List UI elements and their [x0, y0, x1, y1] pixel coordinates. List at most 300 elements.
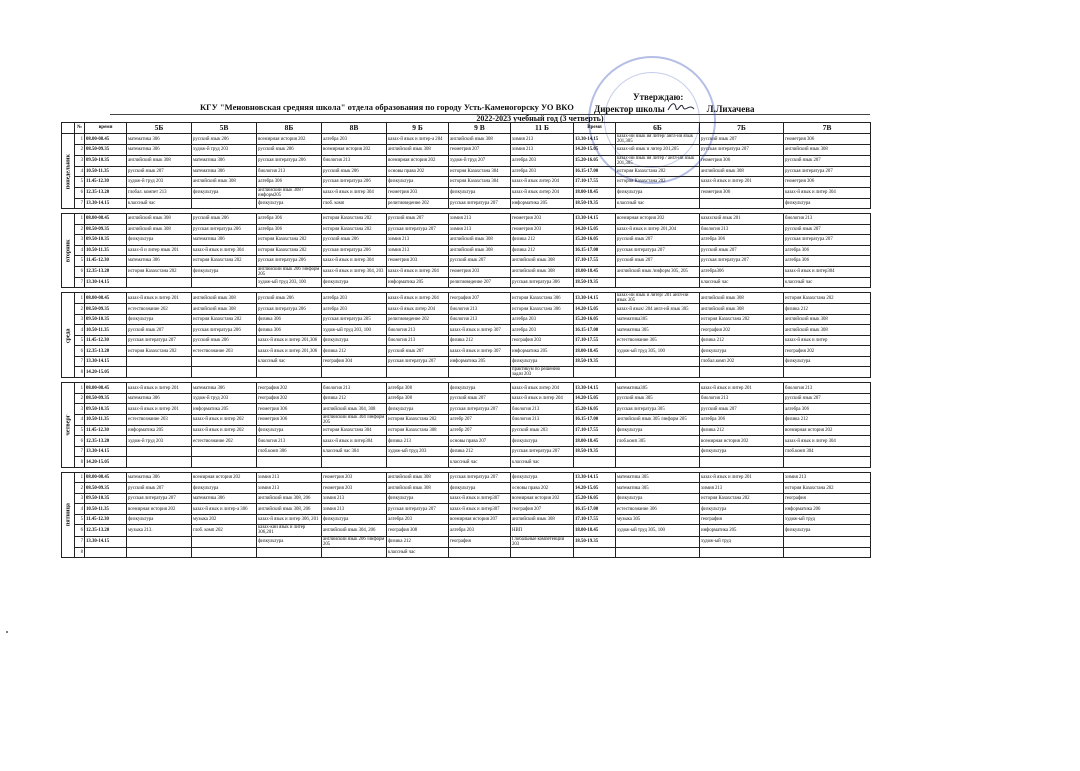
- lesson-cell: биология 213: [449, 314, 511, 325]
- lesson-cell: всемирная история 202: [192, 472, 257, 483]
- lesson-cell: алгебра 306: [784, 245, 871, 256]
- lesson-cell: биология 213: [387, 325, 449, 336]
- lesson-cell: основы права 202: [511, 483, 574, 494]
- lesson-time: 13.30-14.15: [85, 446, 127, 457]
- table-row: [62, 425, 871, 436]
- lesson-cell: всемирная история 202: [616, 214, 700, 225]
- lesson-number: 3: [75, 155, 85, 166]
- lesson-cell: [127, 547, 192, 558]
- lesson-time-second-shift: 18.00-18.45: [574, 266, 616, 277]
- lesson-cell: [700, 457, 784, 468]
- lesson-cell: английский язык 308: [700, 293, 784, 304]
- lesson-cell: [192, 367, 257, 378]
- lesson-cell: английский язык 308: [127, 155, 192, 166]
- lesson-cell: [127, 277, 192, 288]
- lesson-cell: русский язык 305: [616, 393, 700, 404]
- lesson-time-second-shift: 17.10-17.55: [574, 335, 616, 346]
- lesson-time: 13.30-14.15: [85, 277, 127, 288]
- lesson-cell: всемирная история 202: [700, 436, 784, 447]
- lesson-cell: русский язык 203: [511, 425, 574, 436]
- lesson-time-second-shift: 18.50-19.35: [574, 356, 616, 367]
- lesson-cell: английский язык 308: [387, 472, 449, 483]
- lesson-cell: русская литература 206: [257, 304, 322, 315]
- lesson-number: 7: [75, 446, 85, 457]
- lesson-cell: английский язык 308: [387, 145, 449, 156]
- lesson-time: 11.45-12.30: [85, 256, 127, 267]
- lesson-time-second-shift: 13.30-14.15: [574, 293, 616, 304]
- lesson-cell: алгебра 203: [511, 166, 574, 177]
- column-header: 5Б: [127, 123, 192, 134]
- lesson-cell: [784, 457, 871, 468]
- table-row: [62, 414, 871, 425]
- lesson-cell: [257, 367, 322, 378]
- column-header: №: [75, 123, 85, 134]
- table-row: [62, 177, 871, 188]
- lesson-cell: казах-й язык и литер: [784, 335, 871, 346]
- lesson-cell: всемирная история 202: [127, 504, 192, 515]
- lesson-number: 2: [75, 483, 85, 494]
- lesson-cell: худож-й труд 203: [127, 177, 192, 188]
- lesson-time-second-shift: 13.30-14.15: [574, 383, 616, 394]
- lesson-cell: физика 212: [322, 346, 387, 357]
- lesson-cell: физкультура: [449, 187, 511, 198]
- lesson-time: 08.50-09.35: [85, 224, 127, 235]
- school-title: КГУ "Меновновская средняя школа" отдела образования по городу Усть-Каменогорску УО ВКО: [200, 102, 574, 112]
- lesson-cell: химия 213: [322, 493, 387, 504]
- lesson-cell: химия 213: [511, 134, 574, 145]
- lesson-cell: [387, 367, 449, 378]
- lesson-cell: казах-й язык и литер 201: [700, 472, 784, 483]
- lesson-cell: русский язык 207: [784, 393, 871, 404]
- lesson-time: 13.30-14.15: [85, 536, 127, 547]
- lesson-cell: история Казахстана 304: [449, 166, 511, 177]
- lesson-cell: математика 306: [192, 235, 257, 246]
- lesson-time: 08.00-08.45: [85, 134, 127, 145]
- lesson-cell: английский язык 308: [784, 145, 871, 156]
- lesson-cell: казах-й язык литер 204: [511, 383, 574, 394]
- lesson-time: 08.00-08.45: [85, 214, 127, 225]
- lesson-cell: русский язык 206: [322, 235, 387, 246]
- lesson-number: 3: [75, 404, 85, 415]
- lesson-cell: химия 213: [257, 472, 322, 483]
- table-row: [62, 547, 871, 558]
- lesson-cell: [700, 198, 784, 209]
- lesson-cell: казах-й язык литер 204: [387, 304, 449, 315]
- lesson-cell: география 304: [322, 356, 387, 367]
- lesson-cell: религиоведение 202: [387, 314, 449, 325]
- lesson-cell: русская литература 207: [511, 446, 574, 457]
- lesson-cell: физика 213: [387, 436, 449, 447]
- lesson-cell: физкультура: [511, 472, 574, 483]
- day-label: пятница: [62, 472, 75, 557]
- lesson-cell: история Казахстана 202: [616, 177, 700, 188]
- lesson-cell: русский язык 207: [387, 346, 449, 357]
- lesson-cell: химия 213: [449, 214, 511, 225]
- lesson-cell: английский язык 308: [387, 483, 449, 494]
- lesson-cell: география 202: [257, 393, 322, 404]
- lesson-cell: казах-й язык и литер 201,306: [257, 346, 322, 357]
- lesson-cell: география 207: [511, 504, 574, 515]
- lesson-cell: глобал. компет 213: [127, 187, 192, 198]
- lesson-cell: информатика 205: [511, 346, 574, 357]
- lesson-cell: алгебра 306: [784, 256, 871, 267]
- lesson-cell: физкультура: [511, 436, 574, 447]
- lesson-cell: классный час: [127, 198, 192, 209]
- lesson-cell: [192, 277, 257, 288]
- lesson-cell: математика 306: [127, 134, 192, 145]
- column-header: время: [85, 123, 127, 134]
- lesson-cell: алгебра 203: [511, 155, 574, 166]
- lesson-cell: геометрия 203: [387, 256, 449, 267]
- lesson-cell: русская литература 207: [449, 472, 511, 483]
- lesson-time: 10.50-11.35: [85, 325, 127, 336]
- lesson-cell: геометрия 203: [322, 483, 387, 494]
- table-row: [62, 356, 871, 367]
- table-row: [62, 536, 871, 547]
- lesson-cell: [322, 367, 387, 378]
- lesson-cell: казах-й язык и литер 202: [192, 414, 257, 425]
- lesson-cell: русский язык 207: [700, 134, 784, 145]
- lesson-cell: русская литература 206: [192, 224, 257, 235]
- lesson-cell: русский язык 207: [127, 325, 192, 336]
- lesson-cell: физика 306: [257, 325, 322, 336]
- lesson-cell: физкультура: [700, 504, 784, 515]
- lesson-cell: русская литература 207: [784, 166, 871, 177]
- lesson-cell: естествознание 306: [616, 504, 700, 515]
- lesson-cell: математика 306: [192, 155, 257, 166]
- lesson-cell: физкультура: [784, 198, 871, 209]
- lesson-cell: физика 212: [784, 304, 871, 315]
- lesson-cell: физкультура: [387, 404, 449, 415]
- lesson-cell: информатика 205: [449, 356, 511, 367]
- lesson-cell: алгебра 306: [257, 214, 322, 225]
- lesson-cell: русская литература 207: [127, 335, 192, 346]
- lesson-cell: информатика 205: [700, 525, 784, 536]
- lesson-cell: русская литература 207: [700, 256, 784, 267]
- lesson-time-second-shift: 18.00-18.45: [574, 187, 616, 198]
- lesson-cell: всемирная история 207: [449, 514, 511, 525]
- lesson-number: 7: [75, 356, 85, 367]
- lesson-cell: казах-й язык и литер-а 306: [192, 504, 257, 515]
- lesson-cell: казах-й язык и литер 201,306: [257, 335, 322, 346]
- lesson-cell: биология 213: [322, 383, 387, 394]
- lesson-cell: [192, 536, 257, 547]
- table-row: [62, 145, 871, 156]
- lesson-cell: история Казахстана 202: [322, 214, 387, 225]
- lesson-cell: физкультура: [322, 277, 387, 288]
- lesson-cell: русский язык 206: [257, 145, 322, 156]
- lesson-number: 6: [75, 346, 85, 357]
- lesson-cell: география 207: [449, 293, 511, 304]
- lesson-cell: алгебра 203: [322, 293, 387, 304]
- column-header: 11 Б: [511, 123, 574, 134]
- lesson-cell: физкультура: [700, 346, 784, 357]
- lesson-cell: казах-ий язык и литер/ 201 англ-ий язык 305: [616, 293, 700, 304]
- lesson-cell: история Казахстана 202: [616, 166, 700, 177]
- lesson-cell: история Казахстана 306: [511, 304, 574, 315]
- lesson-cell: русская литература 207: [449, 198, 511, 209]
- lesson-cell: глоб. комп 202: [192, 525, 257, 536]
- lesson-cell: английский язык /информ 305, 205: [616, 266, 700, 277]
- lesson-cell: русская литература 305: [616, 404, 700, 415]
- lesson-cell: [616, 367, 700, 378]
- lesson-number: 2: [75, 393, 85, 404]
- lesson-cell: казах-й язык и литер 202: [192, 425, 257, 436]
- lesson-cell: худож-й труд 207: [449, 155, 511, 166]
- column-header: 6Б: [616, 123, 700, 134]
- lesson-time: 10.50-11.35: [85, 166, 127, 177]
- table-row: [62, 383, 871, 394]
- lesson-number: 3: [75, 493, 85, 504]
- lesson-cell: казах-й и литер язык 201: [127, 245, 192, 256]
- lesson-number: 4: [75, 166, 85, 177]
- lesson-time: 13.30-14.15: [85, 198, 127, 209]
- lesson-cell: история Казахстана 202: [700, 314, 784, 325]
- lesson-cell: английский язык 308: [192, 177, 257, 188]
- lesson-cell: казах-й язык и литер 201,204: [616, 224, 700, 235]
- lesson-time-second-shift: 17.10-17.55: [574, 514, 616, 525]
- lesson-cell: физика 212: [700, 335, 784, 346]
- lesson-cell: геометрия 207: [449, 145, 511, 156]
- table-row: [62, 325, 871, 336]
- lesson-cell: физкультура: [127, 314, 192, 325]
- table-row: [62, 446, 871, 457]
- table-row: [62, 266, 871, 277]
- lesson-cell: математика305: [616, 314, 700, 325]
- lesson-time-second-shift: 18.00-18.45: [574, 525, 616, 536]
- lesson-cell: казах-й язык и литер 306, 201: [257, 514, 322, 525]
- lesson-cell: [127, 367, 192, 378]
- lesson-cell: [449, 367, 511, 378]
- lesson-cell: [192, 198, 257, 209]
- lesson-cell: русский язык 207: [449, 256, 511, 267]
- lesson-cell: [449, 547, 511, 558]
- table-row: [62, 245, 871, 256]
- lesson-cell: английский язык 308: [449, 134, 511, 145]
- lesson-cell: [700, 547, 784, 558]
- day-label: понедельник: [62, 134, 75, 209]
- lesson-cell: геометрия 306: [784, 177, 871, 188]
- lesson-number: 2: [75, 145, 85, 156]
- director-label: Директор школы: [594, 104, 665, 114]
- lesson-cell: русский язык 207: [616, 256, 700, 267]
- lesson-number: 1: [75, 214, 85, 225]
- approve-label: Утверждаю:: [633, 92, 684, 102]
- lesson-time-second-shift: 18.50-19.35: [574, 446, 616, 457]
- lesson-cell: английский язык 206 /информ 205: [257, 266, 322, 277]
- lesson-cell: физкультура: [257, 198, 322, 209]
- lesson-number: 5: [75, 425, 85, 436]
- lesson-cell: худож-ый труд 305, 100: [616, 346, 700, 357]
- lesson-number: 2: [75, 304, 85, 315]
- lesson-cell: география: [449, 536, 511, 547]
- lesson-time-second-shift: 17.10-17.55: [574, 256, 616, 267]
- lesson-cell: [322, 457, 387, 468]
- lesson-cell: русский язык 207: [127, 483, 192, 494]
- lesson-cell: география: [784, 493, 871, 504]
- lesson-cell: худож-ый труд: [700, 536, 784, 547]
- lesson-cell: физика 212: [511, 235, 574, 246]
- lesson-cell: естествознание 203: [127, 414, 192, 425]
- lesson-cell: биология 213: [322, 155, 387, 166]
- lesson-cell: физкультура: [387, 177, 449, 188]
- lesson-time-second-shift: 15.20-16.05: [574, 155, 616, 166]
- lesson-cell: классный час: [387, 547, 449, 558]
- lesson-cell: русская литература 207: [784, 235, 871, 246]
- lesson-time-second-shift: 13.30-14.15: [574, 472, 616, 483]
- table-row: [62, 404, 871, 415]
- lesson-cell: английский язык 308: [784, 314, 871, 325]
- lesson-time: 12.35-13.20: [85, 266, 127, 277]
- lesson-cell: алгебра 203: [322, 134, 387, 145]
- lesson-time-second-shift: 15.20-16.05: [574, 493, 616, 504]
- lesson-time-second-shift: 16.15-17.00: [574, 414, 616, 425]
- column-header: 7Б: [700, 123, 784, 134]
- lesson-cell: глоб.комп 306: [257, 446, 322, 457]
- table-row: [62, 155, 871, 166]
- lesson-cell: математика 306: [192, 166, 257, 177]
- lesson-cell: [257, 547, 322, 558]
- table-row: [62, 214, 871, 225]
- lesson-time: 09.50-10.35: [85, 404, 127, 415]
- lesson-cell: физкультура: [192, 483, 257, 494]
- lesson-cell: русский язык 206: [192, 134, 257, 145]
- lesson-cell: казах-й язык и литер 304: [784, 436, 871, 447]
- lesson-time-second-shift: 18.50-19.35: [574, 536, 616, 547]
- lesson-cell: физкультура: [387, 493, 449, 504]
- lesson-cell: история Казахстана 202: [322, 224, 387, 235]
- lesson-cell: биология 213: [511, 414, 574, 425]
- lesson-cell: геометрия 203: [322, 472, 387, 483]
- lesson-cell: основы права 207: [449, 436, 511, 447]
- lesson-time: 08.50-09.35: [85, 304, 127, 315]
- lesson-cell: религиоведение 202: [387, 198, 449, 209]
- lesson-time-second-shift: 18.50-19.35: [574, 277, 616, 288]
- lesson-time: 10.50-11.35: [85, 504, 127, 515]
- table-row: [62, 198, 871, 209]
- lesson-cell: английский язык 308: [511, 256, 574, 267]
- table-row: [62, 314, 871, 325]
- lesson-cell: химия 213: [257, 483, 322, 494]
- table-row: [62, 525, 871, 536]
- lesson-cell: английский язык 308: [192, 304, 257, 315]
- lesson-cell: биология 213: [511, 404, 574, 415]
- lesson-time-second-shift: [574, 457, 616, 468]
- lesson-number: 8: [75, 367, 85, 378]
- lesson-cell: казах-й язык и литер-а 204: [387, 134, 449, 145]
- lesson-cell: всемирная история 202: [257, 134, 322, 145]
- lesson-time: 11.45-12.30: [85, 514, 127, 525]
- lesson-cell: русский язык 207: [784, 224, 871, 235]
- lesson-time-second-shift: 16.15-17.00: [574, 325, 616, 336]
- lesson-cell: математика 305: [616, 483, 700, 494]
- lesson-cell: алгебра 306: [700, 235, 784, 246]
- lesson-time: 12.35-13.20: [85, 187, 127, 198]
- lesson-cell: музыка 213.: [127, 525, 192, 536]
- lesson-cell: казах-й язык/ 204 англ-ий язык 305: [616, 304, 700, 315]
- lesson-number: 1: [75, 383, 85, 394]
- lesson-cell: [616, 457, 700, 468]
- lesson-cell: физика 212: [511, 245, 574, 256]
- lesson-time: 08.50-09.35: [85, 393, 127, 404]
- lesson-cell: математика305: [616, 383, 700, 394]
- lesson-number: 7: [75, 198, 85, 209]
- lesson-cell: классный час: [511, 457, 574, 468]
- lesson-cell: английский язык 206 /информ 205: [322, 536, 387, 547]
- lesson-cell: алгебра306: [700, 266, 784, 277]
- lesson-cell: геометрия 203: [511, 224, 574, 235]
- director-name: Л.Лихачева: [706, 104, 755, 114]
- lesson-cell: английский язык 308: [127, 214, 192, 225]
- lesson-cell: география 308: [387, 525, 449, 536]
- day-label: четверг: [62, 383, 75, 468]
- lesson-cell: русский язык 207: [700, 404, 784, 415]
- lesson-cell: русская литература 207: [616, 245, 700, 256]
- table-row: [62, 493, 871, 504]
- lesson-cell: история Казахстана 202: [127, 266, 192, 277]
- lesson-cell: худож-ый труд 203, 100: [257, 277, 322, 288]
- school-year: 2022-2023 учебный год (3 четверть): [476, 114, 604, 123]
- lesson-cell: [192, 457, 257, 468]
- lesson-cell: английский язык 305 /информ 205: [616, 414, 700, 425]
- lesson-cell: биология 213: [257, 436, 322, 447]
- lesson-time: 08.00-08.45: [85, 383, 127, 394]
- lesson-number: 6: [75, 187, 85, 198]
- lesson-cell: физкультура: [192, 187, 257, 198]
- lesson-time-second-shift: 17.10-17.55: [574, 177, 616, 188]
- day-header: [62, 123, 75, 134]
- lesson-cell: география 202: [257, 383, 322, 394]
- lesson-cell: геометрия 306: [700, 155, 784, 166]
- lesson-cell: английский язык 308: [784, 325, 871, 336]
- table-row: [62, 346, 871, 357]
- table-row: [62, 166, 871, 177]
- lesson-cell: физика 212: [784, 414, 871, 425]
- lesson-cell: казах-й язык и литер 304: [322, 187, 387, 198]
- lesson-cell: казах-й язык и литер304: [322, 436, 387, 447]
- lesson-cell: [387, 457, 449, 468]
- lesson-time-second-shift: 13.30-14.15: [574, 214, 616, 225]
- lesson-cell: глоб.комп 305: [616, 436, 700, 447]
- table-row: [62, 436, 871, 447]
- lesson-number: 5: [75, 177, 85, 188]
- lesson-cell: [257, 457, 322, 468]
- lesson-cell: естествознание 305: [616, 335, 700, 346]
- column-header: 7В: [784, 123, 871, 134]
- lesson-time-second-shift: 14.20-15.05: [574, 224, 616, 235]
- lesson-cell: биология 213: [257, 166, 322, 177]
- lesson-time: 14.20-15.05: [85, 457, 127, 468]
- lesson-cell: география 202: [700, 325, 784, 336]
- lesson-time-second-shift: 16.15-17.00: [574, 166, 616, 177]
- column-header: 5В: [192, 123, 257, 134]
- lesson-cell: русская литература 207: [387, 224, 449, 235]
- lesson-cell: информатика 206: [784, 504, 871, 515]
- lesson-time-second-shift: 14.20-15.05: [574, 483, 616, 494]
- lesson-time-second-shift: 15.20-16.05: [574, 314, 616, 325]
- lesson-time: 09.50-10.35: [85, 235, 127, 246]
- lesson-cell: информатика 205: [192, 404, 257, 415]
- lesson-cell: казах-й язык и литер 201: [127, 383, 192, 394]
- lesson-cell: худож-й труд 203: [127, 436, 192, 447]
- lesson-cell: алгебр 207: [449, 414, 511, 425]
- lesson-cell: химия 213: [322, 504, 387, 515]
- lesson-number: 5: [75, 256, 85, 267]
- lesson-time-second-shift: [574, 547, 616, 558]
- lesson-cell: физкультура: [700, 446, 784, 457]
- table-row: [62, 483, 871, 494]
- lesson-cell: математика 306: [192, 383, 257, 394]
